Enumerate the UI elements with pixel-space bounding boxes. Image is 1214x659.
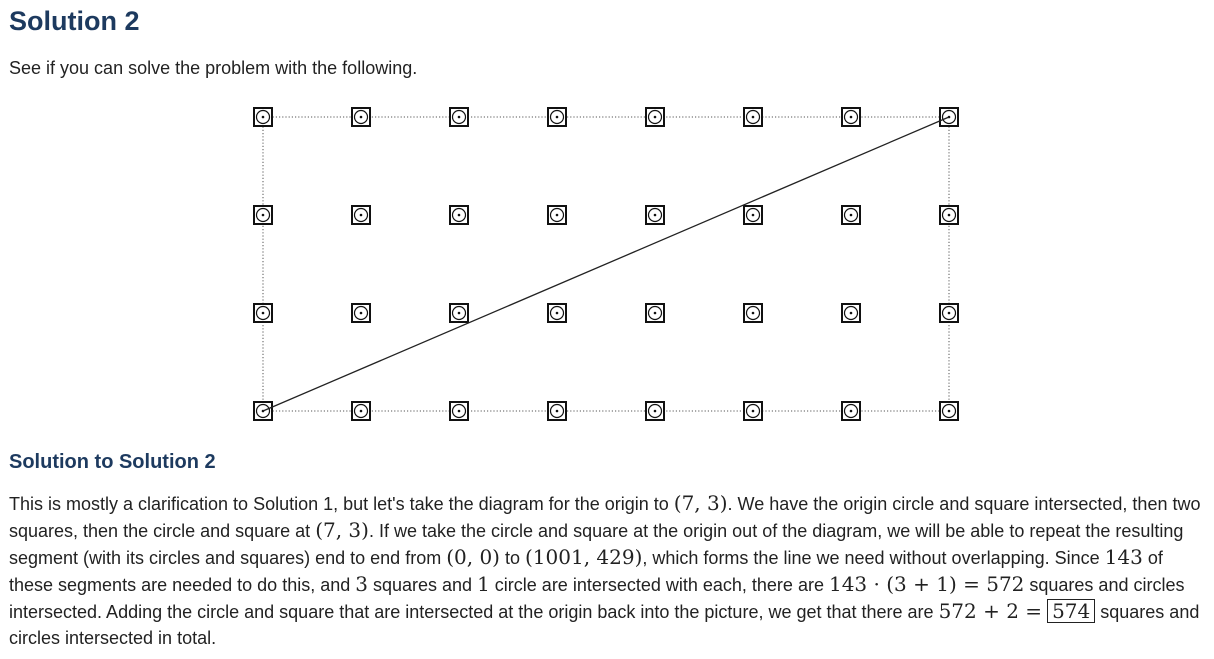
lattice-center-dot xyxy=(262,312,265,315)
lattice-center-dot xyxy=(458,116,461,119)
lattice-center-dot xyxy=(654,116,657,119)
lattice-point-3-1 xyxy=(548,304,566,322)
lattice-center-dot xyxy=(850,214,853,217)
lattice-point-5-0 xyxy=(744,402,762,420)
math-equation: 143 · (3 + 1) = 572 xyxy=(828,572,1025,596)
lattice-point-6-0 xyxy=(842,402,860,420)
lattice-center-dot xyxy=(850,116,853,119)
math-point-origin: (0, 0) xyxy=(446,545,500,569)
lattice-point-6-3 xyxy=(842,108,860,126)
lattice-point-2-1 xyxy=(450,304,468,322)
lattice-point-2-3 xyxy=(450,108,468,126)
lattice-point-4-1 xyxy=(646,304,664,322)
math-number: 143 xyxy=(1104,545,1143,569)
lattice-point-5-1 xyxy=(744,304,762,322)
lattice-point-1-1 xyxy=(352,304,370,322)
solution-paragraph xyxy=(9,490,1209,651)
lattice-point-4-3 xyxy=(646,108,664,126)
lattice-center-dot xyxy=(948,410,951,413)
text-run: squares and circles intersected. Adding the circle and square that are intersected at the origin back into the picture, we get that there are xyxy=(9,575,1185,622)
lattice-point-7-1 xyxy=(940,304,958,322)
lattice-center-dot xyxy=(752,312,755,315)
lattice-center-dot xyxy=(458,214,461,217)
subsection-title: Solution to Solution 2 xyxy=(9,451,216,473)
math-point-7-3: (7, 3) xyxy=(315,518,369,542)
lattice-point-2-0 xyxy=(450,402,468,420)
intro-text: See if you can solve the problem with the following. xyxy=(9,58,418,78)
math-equation: 572 + 2 = xyxy=(938,599,1043,623)
lattice-point-5-2 xyxy=(744,206,762,224)
lattice-center-dot xyxy=(654,410,657,413)
lattice-center-dot xyxy=(654,214,657,217)
diagonal-segment xyxy=(263,117,949,411)
lattice-point-0-1 xyxy=(254,304,272,322)
math-number: 3 xyxy=(355,572,368,596)
lattice-point-1-0 xyxy=(352,402,370,420)
text-run: of these segments are needed to do this, and xyxy=(9,548,1163,595)
text-run: , which forms the line we need without overlapping. Since xyxy=(642,548,1105,568)
boxed-answer: 574 xyxy=(1047,599,1095,623)
lattice-point-7-2 xyxy=(940,206,958,224)
lattice-point-6-2 xyxy=(842,206,860,224)
text-run: . If we take the circle and square at the origin out of the diagram, we will be able to repeat the resulting segment (with its circles and squares) end to end from xyxy=(9,521,1184,568)
lattice-center-dot xyxy=(850,410,853,413)
text-run: This is mostly a clarification to Solution 1, but let's take the diagram for the origin to xyxy=(9,494,674,514)
lattice-point-7-0 xyxy=(940,402,958,420)
lattice-point-0-2 xyxy=(254,206,272,224)
lattice-center-dot xyxy=(262,116,265,119)
lattice-point-5-3 xyxy=(744,108,762,126)
lattice-point-6-1 xyxy=(842,304,860,322)
lattice-center-dot xyxy=(556,116,559,119)
lattice-center-dot xyxy=(360,214,363,217)
math-point-1001-429: (1001, 429) xyxy=(525,545,643,569)
lattice-point-1-3 xyxy=(352,108,370,126)
text-run: . We have the origin circle and square intersected, then two squares, then the circle and square at xyxy=(9,494,1201,541)
lattice-center-dot xyxy=(752,410,755,413)
lattice-point-4-0 xyxy=(646,402,664,420)
lattice-center-dot xyxy=(556,214,559,217)
lattice-center-dot xyxy=(752,214,755,217)
lattice-point-3-0 xyxy=(548,402,566,420)
lattice-point-1-2 xyxy=(352,206,370,224)
lattice-center-dot xyxy=(458,410,461,413)
lattice-point-3-2 xyxy=(548,206,566,224)
math-point-7-3: (7, 3) xyxy=(673,491,728,515)
lattice-center-dot xyxy=(948,214,951,217)
text-run: squares and xyxy=(367,575,478,595)
section-title: Solution 2 xyxy=(9,6,140,36)
lattice-center-dot xyxy=(556,410,559,413)
lattice-point-2-2 xyxy=(450,206,468,224)
text-run: circle are intersected with each, there are xyxy=(489,575,829,595)
lattice-center-dot xyxy=(948,312,951,315)
lattice-point-4-2 xyxy=(646,206,664,224)
lattice-center-dot xyxy=(262,214,265,217)
lattice-center-dot xyxy=(360,116,363,119)
lattice-center-dot xyxy=(752,116,755,119)
text-run: to xyxy=(499,548,525,568)
lattice-center-dot xyxy=(654,312,657,315)
lattice-center-dot xyxy=(360,312,363,315)
lattice-point-0-3 xyxy=(254,108,272,126)
lattice-center-dot xyxy=(556,312,559,315)
lattice-center-dot xyxy=(360,410,363,413)
math-number: 1 xyxy=(477,572,490,596)
lattice-point-3-3 xyxy=(548,108,566,126)
lattice-center-dot xyxy=(850,312,853,315)
lattice-center-dot xyxy=(458,312,461,315)
text-run: squares and circles intersected in total. xyxy=(9,602,1200,648)
